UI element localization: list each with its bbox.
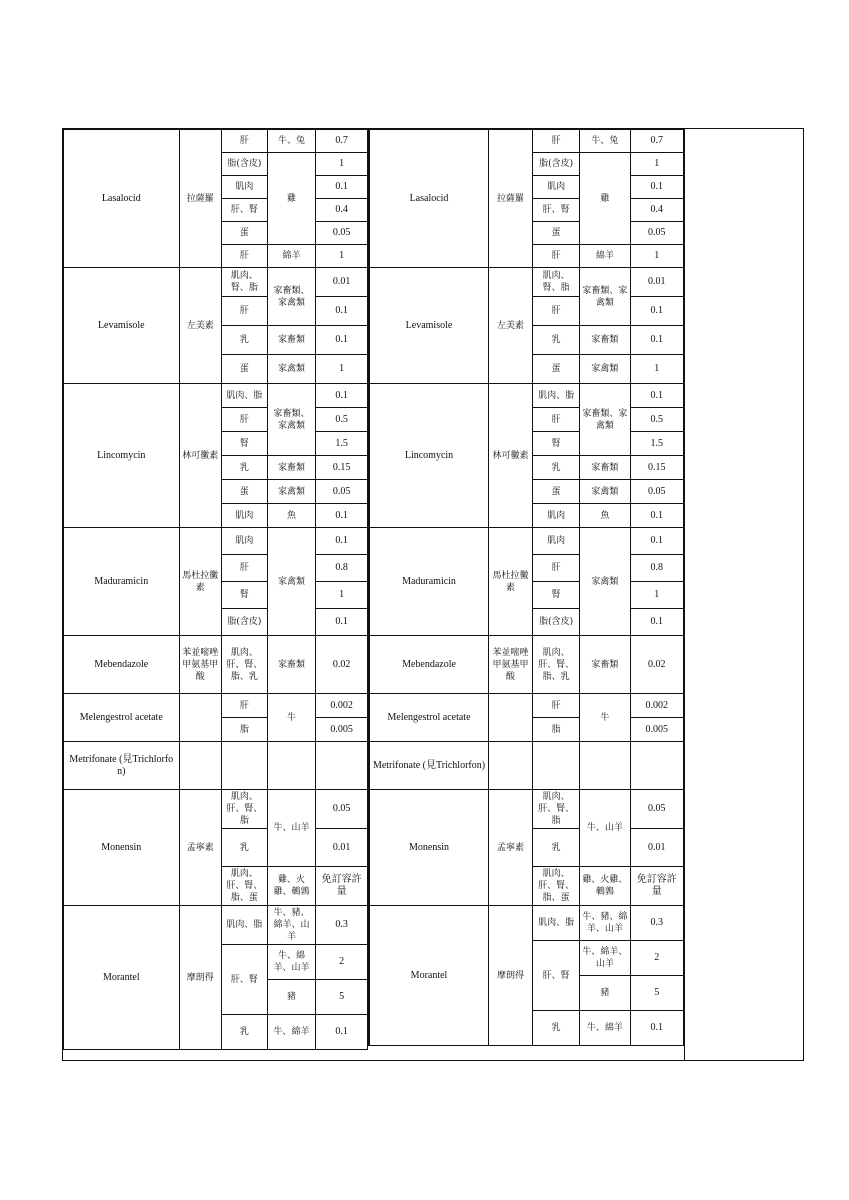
limit-value-cell: 0.05 [316,222,368,245]
drug-name: Levamisole [64,268,180,384]
tissue-cell: 肝 [533,555,580,582]
limit-value-cell: 0.15 [316,456,368,480]
tissue-cell: 肝 [222,130,268,153]
limit-value-cell: 0.1 [316,504,368,528]
limit-value-cell: 0.4 [630,199,683,222]
right-row-levamisole [369,268,684,297]
limit-value-cell: 0.1 [630,504,683,528]
drug-chinese-name: 林可黴素 [179,384,222,528]
limit-value-cell: 免訂容許量 [316,867,368,906]
species-cell: 雞 [267,153,316,245]
species-cell: 家畜類 [580,456,630,480]
tissue-cell: 肝、腎 [222,945,268,1015]
species-cell: 魚 [267,504,316,528]
limit-value-cell: 0.3 [630,906,683,941]
drug-name: Maduramicin [64,528,180,636]
species-cell: 魚 [580,504,630,528]
limit-value-cell: 0.1 [630,1011,683,1046]
limit-value-cell: 5 [316,980,368,1015]
limit-value-cell: 0.1 [316,609,368,636]
limit-value-cell: 0.05 [630,222,683,245]
limit-value-cell: 0.7 [630,130,683,153]
tissue-cell: 肝 [533,130,580,153]
drug-chinese-name: 馬杜拉黴素 [489,528,533,636]
limit-value-cell [316,742,368,790]
limit-value-cell: 0.1 [630,176,683,199]
tissue-cell: 肌肉、脂 [533,906,580,941]
species-cell: 雞、火雞、鵪鶉 [580,867,630,906]
limit-value-cell: 1 [630,355,683,384]
species-cell: 豬 [267,980,316,1015]
left-row-mebendazole [64,636,368,694]
residue-limit-sheet [62,128,804,1061]
tissue-cell: 乳 [222,829,268,867]
left-row-maduramicin [64,528,368,555]
tissue-cell: 乳 [533,829,580,867]
limit-value-cell: 1 [630,582,683,609]
species-cell: 家禽類 [267,355,316,384]
left-row-monensin [64,790,368,829]
limit-value-cell: 1.5 [630,432,683,456]
limit-value-cell: 0.8 [316,555,368,582]
species-cell: 家畜類、家禽類 [580,384,630,456]
drug-name: Lincomycin [64,384,180,528]
limit-value-cell: 0.1 [630,326,683,355]
limit-value-cell: 0.05 [316,790,368,829]
left-row-metrifonate [64,742,368,790]
drug-chinese-name: 左美素 [179,268,222,384]
limit-value-cell: 0.02 [316,636,368,694]
tissue-cell: 蛋 [222,480,268,504]
tissue-cell: 肌肉、脂 [222,384,268,408]
drug-chinese-name: 拉薩羅 [179,130,222,268]
drug-name: Morantel [64,906,180,1050]
drug-chinese-name: 摩朗得 [489,906,533,1046]
limit-value-cell: 0.1 [630,609,683,636]
tissue-cell: 肝 [222,694,268,718]
drug-chinese-name [489,694,533,742]
tissue-cell: 肝 [222,555,268,582]
species-cell: 家畜類、家禽類 [267,268,316,326]
tissue-cell: 乳 [533,456,580,480]
limit-value-cell: 0.1 [630,297,683,326]
limit-value-cell: 1 [316,245,368,268]
drug-chinese-name: 馬杜拉黴素 [179,528,222,636]
left-row-lasalocid [64,130,368,153]
tissue-cell: 肌肉 [222,176,268,199]
right-row-metrifonate [369,742,684,790]
species-cell: 牛、綿羊 [580,1011,630,1046]
tissue-cell: 肌肉、肝、腎、脂、乳 [222,636,268,694]
limit-value-cell: 0.1 [316,326,368,355]
drug-chinese-name [179,694,222,742]
drug-chinese-name [489,742,533,790]
tissue-cell: 肌肉、肝、腎、脂、乳 [533,636,580,694]
tissue-cell: 蛋 [533,355,580,384]
tissue-cell: 乳 [222,456,268,480]
species-cell: 牛、山羊 [580,790,630,867]
tissue-cell: 脂(含皮) [222,609,268,636]
species-cell: 家禽類 [580,480,630,504]
tissue-cell: 腎 [222,582,268,609]
limit-value-cell: 0.15 [630,456,683,480]
tissue-cell: 肝、腎 [222,199,268,222]
right-row-melengestrol [369,694,684,718]
left-row-lincomycin [64,384,368,408]
right-row-lasalocid [369,130,684,153]
drug-name: Levamisole [369,268,489,384]
limit-value-cell: 0.05 [316,480,368,504]
left-row-morantel [64,906,368,945]
tissue-cell: 肝 [533,408,580,432]
species-cell: 家畜類 [267,636,316,694]
species-cell: 牛、兔 [580,130,630,153]
limit-value-cell: 1 [316,355,368,384]
residue-table-left [63,129,368,1050]
tissue-cell [222,742,268,790]
limit-value-cell: 0.05 [630,480,683,504]
species-cell [580,742,630,790]
tissue-cell: 肌肉 [533,176,580,199]
drug-name: Mebendazole [64,636,180,694]
left-row-levamisole [64,268,368,297]
limit-value-cell: 0.1 [316,297,368,326]
drug-name: Lasalocid [369,130,489,268]
limit-value-cell: 0.01 [630,268,683,297]
tissue-cell: 肝 [222,245,268,268]
residue-table-right [368,129,684,1046]
right-row-monensin [369,790,684,829]
limit-value-cell: 0.02 [630,636,683,694]
right-row-mebendazole [369,636,684,694]
limit-value-cell: 0.05 [630,790,683,829]
tissue-cell: 肌肉 [533,504,580,528]
limit-value-cell: 0.7 [316,130,368,153]
limit-value-cell: 0.1 [316,384,368,408]
drug-chinese-name: 左美素 [489,268,533,384]
drug-chinese-name: 摩朗得 [179,906,222,1050]
limit-value-cell: 0.002 [630,694,683,718]
drug-chinese-name [179,742,222,790]
tissue-cell: 乳 [222,1015,268,1050]
drug-name: Monensin [64,790,180,906]
species-cell: 牛、兔 [267,130,316,153]
tissue-cell: 肌肉、肝、腎、脂、蛋 [222,867,268,906]
right-row-lincomycin [369,384,684,408]
tissue-cell: 肌肉、腎、脂 [533,268,580,297]
drug-chinese-name: 林可黴素 [489,384,533,528]
limit-value-cell: 免訂容許量 [630,867,683,906]
species-cell [267,742,316,790]
drug-name: Mebendazole [369,636,489,694]
tissue-cell: 蛋 [533,480,580,504]
limit-value-cell: 1 [316,582,368,609]
drug-chinese-name: 孟寧素 [489,790,533,906]
limit-value-cell: 0.1 [316,176,368,199]
drug-chinese-name: 苯並嘧唑甲氨基甲酸 [179,636,222,694]
limit-value-cell: 0.5 [316,408,368,432]
species-cell: 雞、火雞、鵪鶉 [267,867,316,906]
limit-value-cell: 0.1 [630,528,683,555]
limit-value-cell: 0.5 [630,408,683,432]
tissue-cell: 肌肉、脂 [533,384,580,408]
tissue-cell: 肝、腎 [533,941,580,1011]
limit-value-cell: 5 [630,976,683,1011]
tissue-cell: 乳 [222,326,268,355]
limit-value-cell: 1 [316,153,368,176]
drug-name: Melengestrol acetate [369,694,489,742]
tissue-cell: 肌肉、腎、脂 [222,268,268,297]
right-row-morantel [369,906,684,941]
tissue-cell: 肌肉、肝、腎、脂、蛋 [533,867,580,906]
species-cell: 綿羊 [580,245,630,268]
limit-value-cell: 2 [630,941,683,976]
limit-value-cell: 0.01 [316,268,368,297]
species-cell: 家禽類 [267,480,316,504]
limit-value-cell: 0.01 [630,829,683,867]
species-cell: 牛、綿羊、山羊 [267,945,316,980]
species-cell: 牛、綿羊、山羊 [580,941,630,976]
species-cell: 家畜類 [267,456,316,480]
tissue-cell: 肌肉、肝、腎、脂 [222,790,268,829]
limit-value-cell: 1 [630,245,683,268]
limit-value-cell: 0.1 [316,528,368,555]
tissue-cell: 脂 [222,718,268,742]
limit-value-cell: 0.8 [630,555,683,582]
limit-value-cell: 2 [316,945,368,980]
limit-value-cell: 0.1 [316,1015,368,1050]
tissue-cell: 脂 [533,718,580,742]
tissue-cell: 腎 [533,582,580,609]
tissue-cell: 肝 [533,694,580,718]
tissue-cell: 乳 [533,1011,580,1046]
tissue-cell: 蛋 [222,222,268,245]
species-cell: 家畜類 [580,636,630,694]
tissue-cell: 脂(含皮) [533,153,580,176]
tissue-cell: 肝 [222,297,268,326]
species-cell: 家畜類、家禽類 [580,268,630,326]
tissue-cell: 肝、腎 [533,199,580,222]
tissue-cell: 肌肉 [222,528,268,555]
limit-value-cell: 0.3 [316,906,368,945]
species-cell: 牛、豬、綿羊、山羊 [580,906,630,941]
drug-name: Lincomycin [369,384,489,528]
drug-chinese-name: 苯並嘧唑甲氨基甲酸 [489,636,533,694]
tissue-cell: 肝 [222,408,268,432]
species-cell: 豬 [580,976,630,1011]
drug-name: Morantel [369,906,489,1046]
species-cell: 牛、綿羊 [267,1015,316,1050]
tissue-cell: 脂(含皮) [222,153,268,176]
tissue-cell: 肝 [533,245,580,268]
drug-name: Metrifonate (見Trichlorfon) [64,742,180,790]
tissue-cell: 腎 [533,432,580,456]
species-cell: 牛、山羊 [267,790,316,867]
species-cell: 雞 [580,153,630,245]
species-cell: 牛 [267,694,316,742]
left-row-melengestrol [64,694,368,718]
tissue-cell [533,742,580,790]
tissue-cell: 肝 [533,297,580,326]
limit-value-cell: 0.1 [630,384,683,408]
tissue-cell: 蛋 [222,355,268,384]
species-cell: 家禽類 [267,528,316,636]
species-cell: 家畜類、家禽類 [267,384,316,456]
limit-value-cell: 0.002 [316,694,368,718]
right-row-maduramicin [369,528,684,555]
species-cell: 綿羊 [267,245,316,268]
tissue-cell: 肌肉 [533,528,580,555]
drug-name: Metrifonate (見Trichlorfon) [369,742,489,790]
tissue-cell: 蛋 [533,222,580,245]
limit-value-cell: 1 [630,153,683,176]
limit-value-cell: 0.005 [630,718,683,742]
limit-value-cell: 0.01 [316,829,368,867]
species-cell: 牛、豬、綿羊、山羊 [267,906,316,945]
drug-name: Melengestrol acetate [64,694,180,742]
drug-chinese-name: 孟寧素 [179,790,222,906]
species-cell: 家禽類 [580,355,630,384]
limit-value-cell: 0.4 [316,199,368,222]
tissue-cell: 乳 [533,326,580,355]
drug-name: Monensin [369,790,489,906]
drug-name: Lasalocid [64,130,180,268]
drug-name: Maduramicin [369,528,489,636]
tissue-cell: 肌肉、肝、腎、脂 [533,790,580,829]
limit-value-cell [630,742,683,790]
tissue-cell: 腎 [222,432,268,456]
blank-notes-column [684,129,803,1060]
tissue-cell: 脂(含皮) [533,609,580,636]
species-cell: 牛 [580,694,630,742]
species-cell: 家禽類 [580,528,630,636]
limit-value-cell: 1.5 [316,432,368,456]
limit-value-cell: 0.005 [316,718,368,742]
tissue-cell: 肌肉、脂 [222,906,268,945]
drug-chinese-name: 拉薩羅 [489,130,533,268]
species-cell: 家畜類 [267,326,316,355]
species-cell: 家畜類 [580,326,630,355]
tissue-cell: 肌肉 [222,504,268,528]
